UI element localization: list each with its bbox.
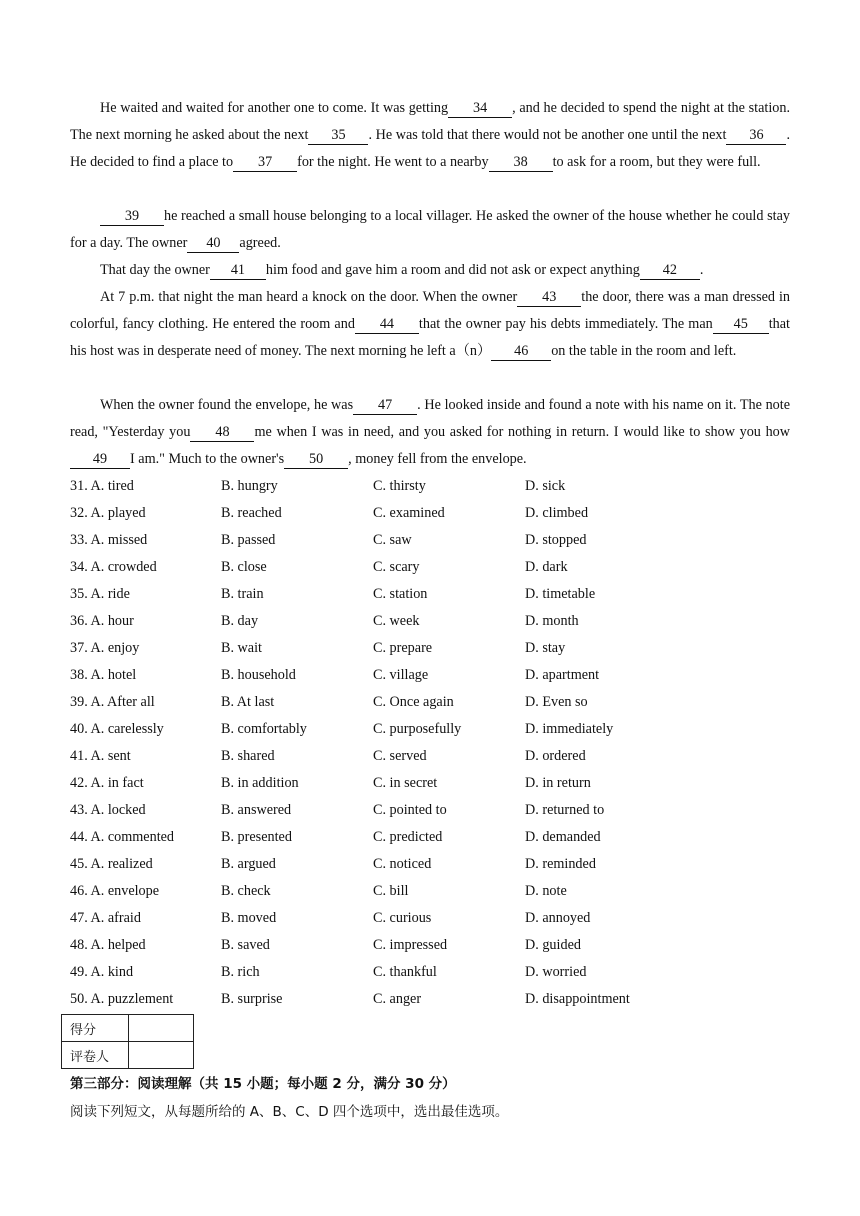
option-choice: 37. A. enjoy <box>70 640 140 656</box>
option-row <box>70 554 790 581</box>
option-choice: B. At last <box>221 694 275 710</box>
option-choice: 42. A. in fact <box>70 775 144 791</box>
option-choice: B. passed <box>221 532 276 548</box>
option-row <box>70 473 790 500</box>
blank-49: 49 <box>70 450 130 469</box>
blank-47: 47 <box>353 396 417 415</box>
blank-44: 44 <box>355 315 419 334</box>
passage-text: the door, there was a man dressed in colorful, fancy clothing. He entered the room and <box>70 289 790 332</box>
option-choice: 35. A. ride <box>70 586 130 602</box>
passage-text: to ask for a room, but they were full. <box>552 154 761 170</box>
passage-paragraph-4 <box>70 284 790 365</box>
option-choice: 45. A. realized <box>70 856 153 872</box>
passage-text: that the owner pay his debts immediately. The man <box>418 316 713 332</box>
option-choice: B. saved <box>221 937 270 953</box>
option-choice: C. prepare <box>373 640 433 656</box>
score-cell[interactable] <box>129 1015 194 1042</box>
option-choice: C. pointed to <box>373 802 447 818</box>
option-row <box>70 959 790 986</box>
option-choice: B. surprise <box>221 991 283 1007</box>
option-row <box>70 743 790 770</box>
passage-paragraph-5 <box>70 392 790 473</box>
blank-37: 37 <box>233 153 297 172</box>
score-row <box>62 1015 194 1042</box>
option-choice: B. in addition <box>221 775 299 791</box>
passage-paragraph-1 <box>70 95 790 176</box>
option-choice: B. day <box>221 613 259 629</box>
option-choice: B. argued <box>221 856 276 872</box>
blank-50: 50 <box>284 450 348 469</box>
passage-paragraph-3 <box>70 257 790 284</box>
option-choice: D. demanded <box>525 829 601 845</box>
option-choice: 39. A. After all <box>70 694 155 710</box>
option-choice: C. curious <box>373 910 432 926</box>
option-choice: B. train <box>221 586 264 602</box>
passage-text: that his host was in desperate need of money. The next morning he left a（n） <box>70 316 790 359</box>
passage-text: . He was told that there would not be another one until the next <box>368 127 727 143</box>
option-choice: C. served <box>373 748 427 764</box>
passage-paragraph-2 <box>70 203 790 257</box>
option-choice: 32. A. played <box>70 505 146 521</box>
passage-text: on the table in the room and left. <box>551 343 737 359</box>
option-row <box>70 662 790 689</box>
option-choice: 34. A. crowded <box>70 559 157 575</box>
option-choice: D. month <box>525 613 579 629</box>
blank-34: 34 <box>448 99 512 118</box>
option-row <box>70 905 790 932</box>
passage-text: When the owner found the envelope, he was <box>100 397 354 413</box>
option-choice: 47. A. afraid <box>70 910 141 926</box>
blank-42: 42 <box>640 261 700 280</box>
passage-text: , money fell from the envelope. <box>348 451 527 467</box>
option-choice: D. returned to <box>525 802 605 818</box>
option-row <box>70 635 790 662</box>
option-choice: B. wait <box>221 640 262 656</box>
option-choice: 46. A. envelope <box>70 883 160 899</box>
option-choice: 44. A. commented <box>70 829 175 845</box>
passage-text: That day the owner <box>100 262 210 278</box>
option-choice: D. dark <box>525 559 568 575</box>
blank-40: 40 <box>187 234 239 253</box>
option-choice: D. reminded <box>525 856 596 872</box>
option-choice: D. stay <box>525 640 566 656</box>
option-choice: 31. A. tired <box>70 478 134 494</box>
option-choice: B. reached <box>221 505 282 521</box>
passage-text: At 7 p.m. that night the man heard a knock on the door. When the owner <box>100 289 518 305</box>
option-row <box>70 797 790 824</box>
option-choice: B. presented <box>221 829 292 845</box>
option-choice: 49. A. kind <box>70 964 134 980</box>
passage-text: . He decided to find a place to <box>70 127 790 170</box>
blank-35: 35 <box>308 126 368 145</box>
option-row <box>70 770 790 797</box>
passage-text: me when I was in need, and you asked for nothing in return. I would like to show you how <box>254 424 791 440</box>
option-row <box>70 500 790 527</box>
option-choice: 38. A. hotel <box>70 667 137 683</box>
option-choice: B. shared <box>221 748 275 764</box>
option-row <box>70 689 790 716</box>
option-choice: C. bill <box>373 883 409 899</box>
blank-38: 38 <box>489 153 553 172</box>
option-choice: 48. A. helped <box>70 937 146 953</box>
answer-options-list <box>70 473 790 1013</box>
option-choice: B. moved <box>221 910 277 926</box>
passage-text: he reached a small house belonging to a local villager. He asked the owner of the house whether he could stay for a day. The owner <box>70 208 790 251</box>
option-row <box>70 878 790 905</box>
option-choice: C. village <box>373 667 429 683</box>
option-row <box>70 824 790 851</box>
option-choice: D. guided <box>525 937 581 953</box>
option-choice: C. week <box>373 613 420 629</box>
passage-text: I am." Much to the owner's <box>130 451 285 467</box>
option-choice: D. worried <box>525 964 587 980</box>
option-choice: C. station <box>373 586 428 602</box>
option-choice: C. examined <box>373 505 445 521</box>
option-choice: 33. A. missed <box>70 532 148 548</box>
option-choice: D. stopped <box>525 532 587 548</box>
option-choice: D. disappointment <box>525 991 630 1007</box>
passage-text: He waited and waited for another one to come. It was getting <box>100 100 449 116</box>
option-choice: D. ordered <box>525 748 586 764</box>
option-choice: D. in return <box>525 775 591 791</box>
option-choice: B. check <box>221 883 271 899</box>
passage-text: him food and gave him a room and did not ask or expect anything <box>265 262 640 278</box>
option-row <box>70 932 790 959</box>
section-instruction: 阅读下列短文，从每题所给的 A、B、C、D 四个选项中，选出最佳选项。 <box>70 1104 509 1120</box>
passage-text: , and he decided to spend the night at the station. The next morning he asked about the next <box>70 100 791 143</box>
option-choice: 50. A. puzzlement <box>70 991 174 1007</box>
option-choice: B. household <box>221 667 296 683</box>
passage-text: for the night. He went to a nearby <box>297 154 489 170</box>
option-choice: B. comfortably <box>221 721 307 737</box>
passage-text: agreed. <box>239 235 281 251</box>
option-choice: C. saw <box>373 532 412 548</box>
option-row <box>70 986 790 1013</box>
option-choice: B. hungry <box>221 478 278 494</box>
option-row <box>70 716 790 743</box>
option-choice: 40. A. carelessly <box>70 721 164 737</box>
blank-41: 41 <box>210 261 266 280</box>
blank-46: 46 <box>491 342 551 361</box>
grader-label: 评卷人 <box>62 1042 129 1069</box>
option-row <box>70 527 790 554</box>
option-row <box>70 608 790 635</box>
option-choice: 41. A. sent <box>70 748 131 764</box>
option-choice: 36. A. hour <box>70 613 134 629</box>
option-choice: C. in secret <box>373 775 438 791</box>
option-choice: C. predicted <box>373 829 443 845</box>
passage-text: . <box>699 262 704 278</box>
option-choice: B. answered <box>221 802 292 818</box>
blank-45: 45 <box>713 315 769 334</box>
option-row <box>70 581 790 608</box>
option-choice: C. scary <box>373 559 420 575</box>
option-choice: D. climbed <box>525 505 589 521</box>
grader-row <box>62 1042 194 1069</box>
option-choice: D. immediately <box>525 721 614 737</box>
option-choice: C. thankful <box>373 964 437 980</box>
blank-48: 48 <box>190 423 254 442</box>
blank-36: 36 <box>726 126 786 145</box>
option-choice: B. close <box>221 559 267 575</box>
option-choice: C. impressed <box>373 937 448 953</box>
section-title: 第三部分：阅读理解（共 15 小题；每小题 2 分，满分 30 分） <box>70 1076 456 1092</box>
option-choice: D. Even so <box>525 694 588 710</box>
score-label: 得分 <box>62 1015 129 1042</box>
option-choice: 43. A. locked <box>70 802 146 818</box>
option-choice: B. rich <box>221 964 260 980</box>
option-choice: C. anger <box>373 991 422 1007</box>
score-table <box>61 1014 194 1069</box>
option-choice: D. annoyed <box>525 910 591 926</box>
option-choice: C. Once again <box>373 694 454 710</box>
option-choice: C. thirsty <box>373 478 426 494</box>
option-choice: C. purposefully <box>373 721 462 737</box>
option-choice: D. timetable <box>525 586 596 602</box>
blank-39: 39 <box>100 207 164 226</box>
option-choice: C. noticed <box>373 856 432 872</box>
passage-text: . He looked inside and found a note with his name on it. The note read, "Yesterday you <box>70 397 790 440</box>
option-choice: D. apartment <box>525 667 600 683</box>
blank-43: 43 <box>517 288 581 307</box>
option-choice: D. note <box>525 883 567 899</box>
option-choice: D. sick <box>525 478 566 494</box>
grader-cell[interactable] <box>129 1042 194 1069</box>
option-row <box>70 851 790 878</box>
